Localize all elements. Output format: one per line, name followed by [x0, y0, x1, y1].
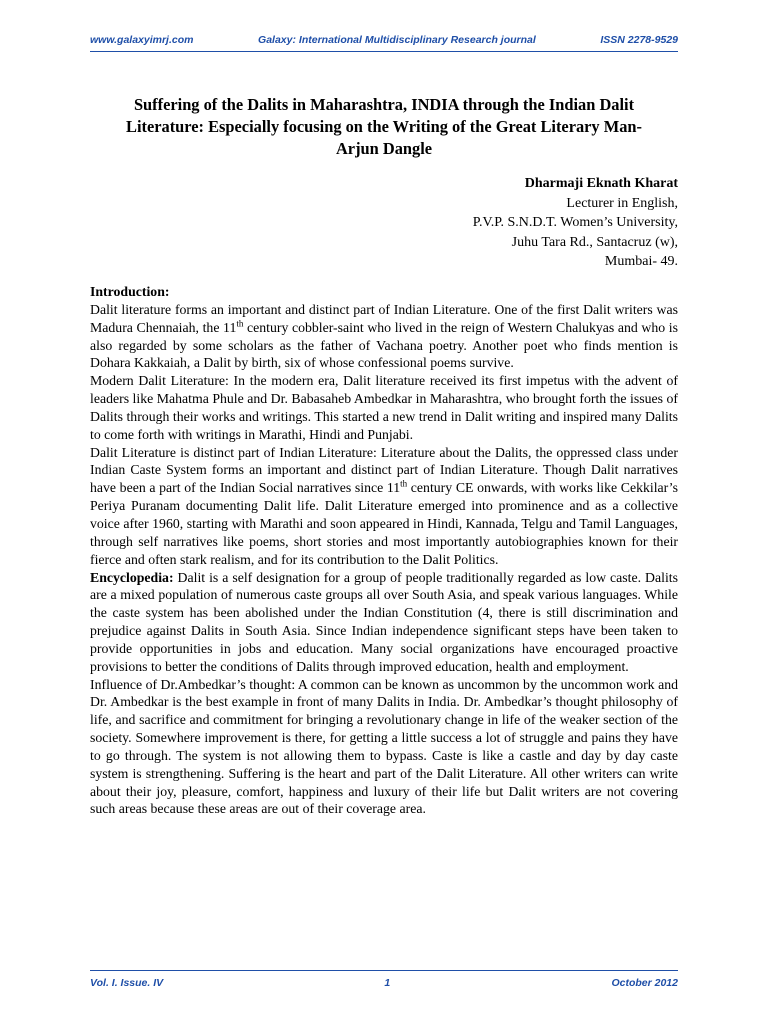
superscript: th — [400, 478, 408, 489]
paragraph-1-text-b: century cobbler-saint who lived in the reign of Western Chalukyas and who is also regarded by some scholars as the father of Vachana poetry. Another poet who finds mention is Dohara Kakkaiah, a Dalit by birth, six of whose confessional poems survive. — [90, 319, 678, 371]
title-line-2: Literature: Especially focusing on the Writing of the Great Literary Man- — [126, 117, 642, 136]
paper-title — [90, 94, 678, 160]
author-city: Mumbai- 49. — [604, 254, 678, 269]
paragraph-1-text-a: Dalit literature forms an important and distinct part of Indian Literature. One of the first Dalit writers was Madura Chennaiah, the 11 — [90, 301, 678, 335]
paragraph-3-text-b: century CE onwards, with works like Cekkilar’s Periya Puranam documenting Dalit life. Dalit Literature emerged into prominence and as a collective voice after 1960, starting with Marathi and soon appeared in Hindi, Kannada, Telgu and Tamil Languages, through self narratives like poems, short stories and most importantly autobiographies known for their fierce and often stark realism, and for its contribution to the Dalit Politics. — [90, 480, 678, 567]
paragraph-4-text: Dalit is a self designation for a group of people traditionally regarded as low caste. Dalits are a mixed population of numerous caste groups all over South Asia, and speak various languages. While the caste system has been abolished under the Indian Constitution (4, there is still discrimination and prejudice against Dalits in South Asia. Since Indian independence significant steps have been taken to provide opportunities in jobs and education. Many social organizations have encouraged proactive provisions to better the conditions of Dalits through improved education, health and employment. — [90, 569, 678, 674]
paragraph-3-text-a: Dalit Literature is distinct part of Indian Literature: Literature about the Dalits, the oppressed class under Indian Caste System forms an important and distinct part of Indian Literature. Though Dalit narratives have been a part of the Indian Social narratives since 11 — [90, 444, 678, 496]
section-heading-introduction: Introduction: — [90, 284, 170, 299]
paragraph-3 — [90, 444, 678, 569]
author-position: Lecturer in English, — [566, 195, 678, 211]
journal-website: www.galaxyimrj.com — [90, 34, 194, 46]
paragraph-1 — [90, 301, 678, 372]
title-line-3: Arjun Dangle — [335, 139, 433, 158]
paper-body — [90, 283, 678, 818]
paragraph-5: Influence of Dr.Ambedkar’s thought: A common can be known as uncommon by the uncommon work and Dr. Ambedkar is the best example in front of many Dalits in India. Dr. Ambedkar’s thought philosophy of life, and sacrifice and commitment for bringing a revolutionary change in life of the weaker section of the society. Somewhere improvement is there, for getting a little success a lot of struggle and pains they have to go through. The system is not allowing them to bypass. Caste is like a castle and day by day caste system is strengthening. Suffering is the heart and part of the Dalit Literature. All other writers can write about their joy, pleasure, comfort, happiness and luxury of their life but Dalit writers are not covering such areas because these areas are out of their coverage area. — [90, 676, 678, 817]
running-footer — [90, 977, 678, 989]
author-address: Juhu Tara Rd., Santacruz (w), — [511, 234, 678, 250]
header-divider — [90, 51, 678, 52]
footer-page-number: 1 — [384, 977, 391, 989]
running-header — [90, 34, 678, 46]
journal-name: Galaxy: International Multidisciplinary Research journal — [258, 34, 536, 46]
footer-divider — [90, 970, 678, 971]
superscript: th — [236, 318, 244, 329]
title-line-1: Suffering of the Dalits in Maharashtra, INDIA through the Indian Dalit — [133, 95, 635, 114]
paragraph-2: Modern Dalit Literature: In the modern era, Dalit literature received its first impetus with the advent of leaders like Mahatma Phule and Dr. Babasaheb Ambedkar in Maharashtra, who brought forth the issues of Dalits through their works and writings. This started a new trend in Dalit writing and inspired many Dalits to come forth with writings in Marathi, Hindi and Punjabi. — [90, 373, 678, 442]
author-name: Dharmaji Eknath Kharat — [524, 176, 678, 191]
paragraph-4 — [90, 569, 678, 676]
journal-issn: ISSN 2278-9529 — [600, 34, 678, 46]
author-block — [473, 174, 678, 272]
author-institution: P.V.P. S.N.D.T. Women’s University, — [472, 215, 678, 230]
paragraph-4-label: Encyclopedia: — [90, 569, 174, 585]
footer-volume: Vol. I. Issue. IV — [90, 977, 164, 989]
footer-date: October 2012 — [611, 977, 678, 989]
